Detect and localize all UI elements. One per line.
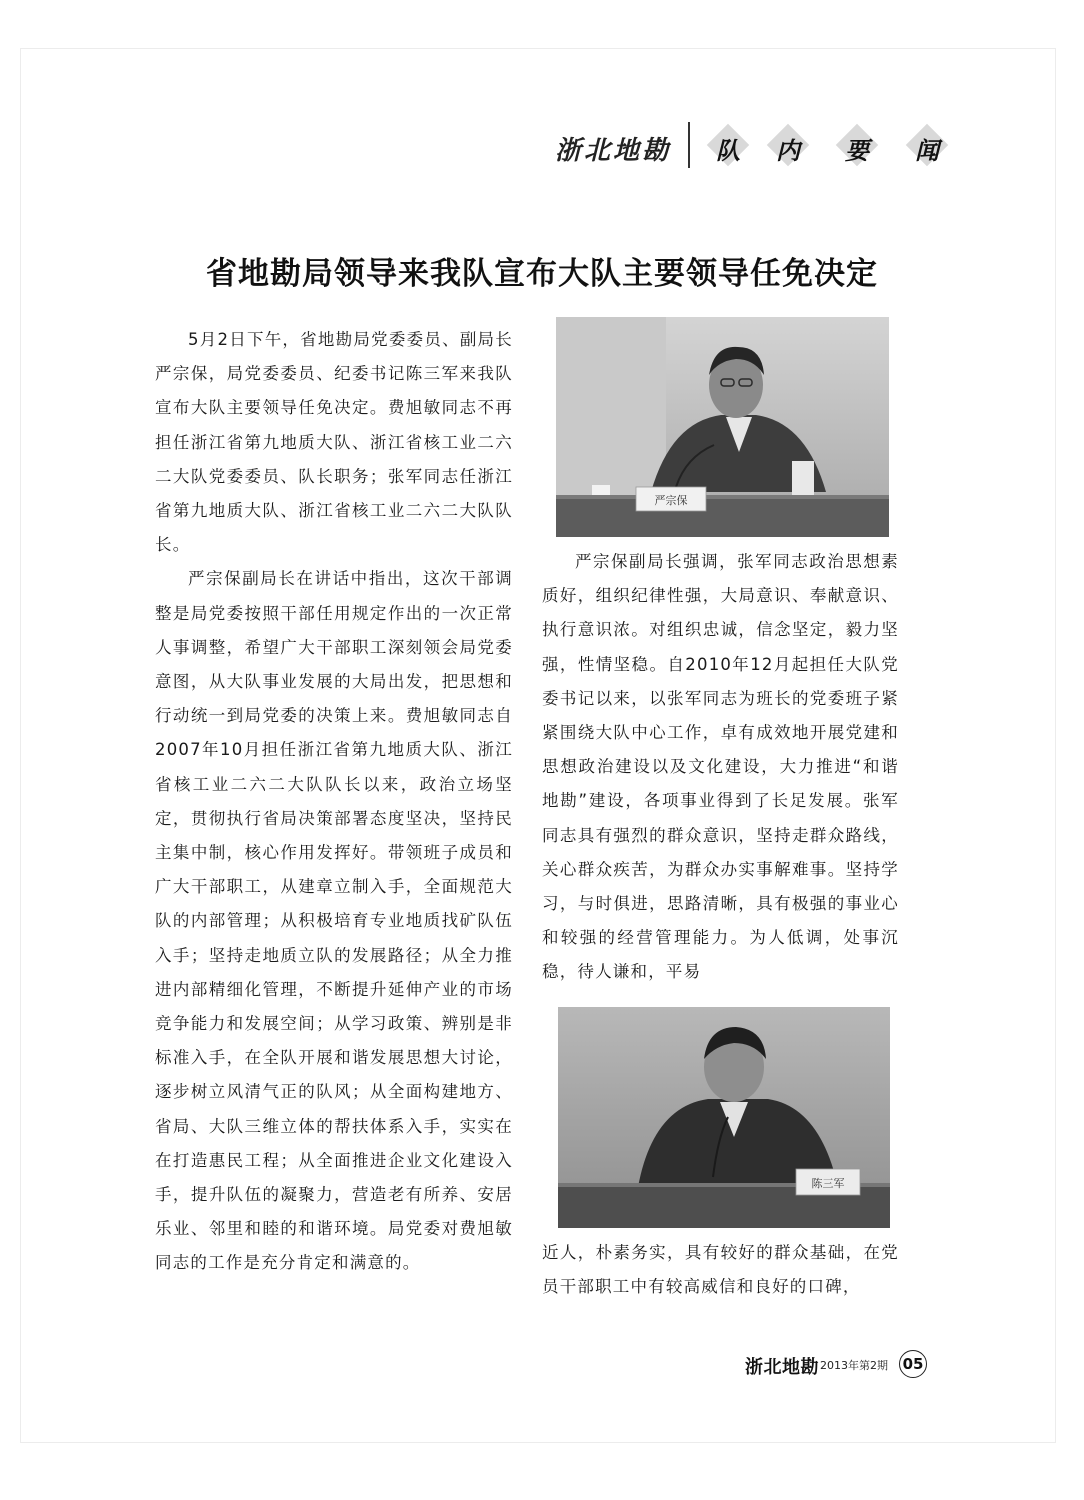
paragraph: 严宗保副局长在讲话中指出，这次干部调整是局党委按照干部任用规定作出的一次正常人事调整，希望广大干部职工深刻领会局党委意图，从大队事业发展的大局出发，把思想和行动统一到局党委的决策上来。费旭敏同志自2007年10月担任浙江省第九地质大队、浙江省核工业二六二大队队长以来，政治立场坚定，贯彻执行省局决策部署态度坚决，坚持民主集中制，核心作用发挥好。带领班子成员和广大干部职工，从建章立制入手，全面规范大队的内部管理；从积极培育专业地质找矿队伍入手；坚持走地质立队的发展路径；从全力推进内部精细化管理，不断提升延伸产业的市场竞争能力和发展空间；从学习政策、辨别是非标准入手，在全队开展和谐发展思想大讨论，逐步树立风清气正的队风；从全面构建地方、省局、大队三维立体的帮扶体系入手，实实在在打造惠民工程；从全面推进企业文化建设入手，提升队伍的凝聚力，营造老有所养、安居乐业、邻里和睦的和谐环境。局党委对费旭敏同志的工作是充分肯定和满意的。	[155, 569, 513, 1273]
section-char-3: 要	[834, 122, 880, 168]
section-title	[705, 120, 955, 172]
masthead	[555, 120, 955, 172]
speaker-photo-2	[558, 1007, 890, 1228]
right-column-top	[542, 545, 899, 990]
left-column	[155, 323, 513, 1281]
section-char-4: 闻	[904, 122, 950, 168]
paragraph: 近人，朴素务实，具有较好的群众基础，在党员干部职工中有较高威信和良好的口碑，	[542, 1243, 899, 1297]
issue-number: 2013年第2期	[820, 1359, 888, 1372]
section-char-1: 队	[705, 122, 751, 168]
speaker-photo-1	[556, 317, 889, 537]
page-number: 05	[899, 1350, 927, 1378]
footer-brand: 浙北地勘	[745, 1357, 819, 1378]
nameplate-text: 严宗保	[654, 494, 688, 507]
article-title: 省地勘局领导来我队宣布大队主要领导任免决定	[206, 256, 878, 292]
nameplate-text: 陈三军	[811, 1177, 845, 1190]
page-footer	[745, 1350, 935, 1380]
brand-logo: 浙北地勘	[555, 136, 672, 166]
right-column-bottom	[542, 1236, 899, 1304]
paragraph: 5月2日下午，省地勘局党委委员、副局长严宗保，局党委委员、纪委书记陈三军来我队宣布大队主要领导任免决定。费旭敏同志不再担任浙江省第九地质大队、浙江省核工业二六二大队党委委员、队长职务；张军同志任浙江省第九地质大队、浙江省核工业二六二大队队长。	[155, 330, 513, 555]
paragraph: 严宗保副局长强调，张军同志政治思想素质好，组织纪律性强，大局意识、奉献意识、执行意识浓。对组织忠诚，信念坚定，毅力坚强，性情坚稳。自2010年12月起担任大队党委书记以来，以张军同志为班长的党委班子紧紧围绕大队中心工作，卓有成效地开展党建和思想政治建设以及文化建设，大力推进“和谐地勘”建设，各项事业得到了长足发展。张军同志具有强烈的群众意识，坚持走群众路线，关心群众疾苦，为群众办实事解难事。坚持学习，与时俱进，思路清晰，具有极强的事业心和较强的经营管理能力。为人低调，处事沉稳，待人谦和，平易	[542, 552, 899, 982]
section-char-2: 内	[765, 122, 811, 168]
masthead-divider	[688, 122, 690, 168]
